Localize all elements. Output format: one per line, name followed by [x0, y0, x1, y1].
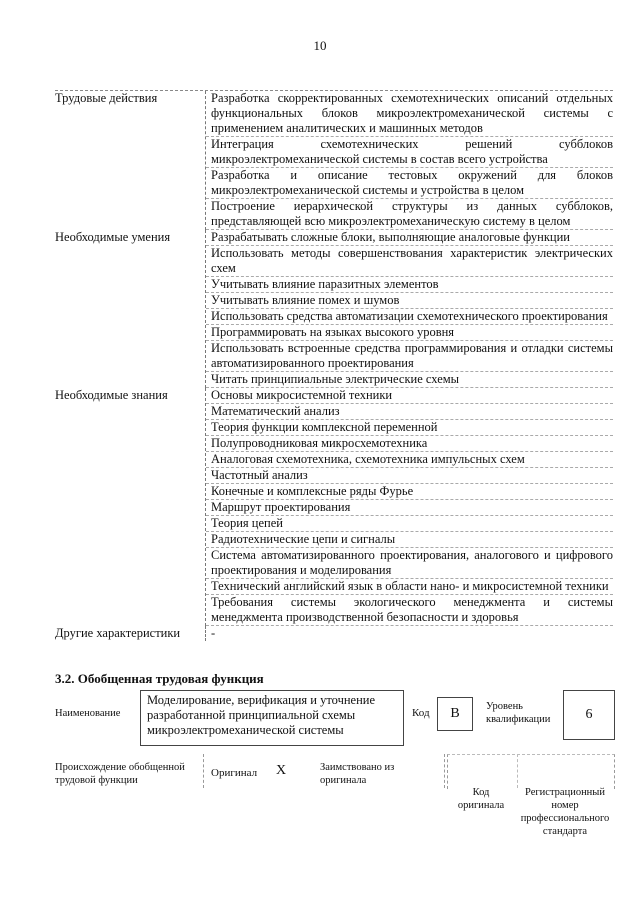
table-cell: Использовать встроенные средства программирования и отладки системы автоматизированного проектирования [206, 341, 613, 372]
table-cell: Система автоматизированного проектирования, аналогового и цифрового проектирования и моделирования [206, 548, 613, 579]
table-cell: Разработка и описание тестовых окружений для блоков микроэлектромеханической системы и устройства в целом [206, 168, 613, 199]
registration-box [447, 754, 615, 789]
table-cell: Требования системы экологического менеджмента и системы менеджмента производственной безопасности и здоровья [206, 595, 613, 626]
name-label: Наименование [55, 708, 121, 719]
table-cell: Технический английский язык в области нано- и микросистемной техники [206, 579, 613, 595]
table-cell: Теория цепей [206, 516, 613, 532]
registration-number-caption: Регистрационный номер профессионального стандарта [520, 787, 610, 837]
section-label: Трудовые действия [55, 91, 158, 105]
section-items [205, 91, 613, 230]
section-required-knowledge [55, 388, 613, 626]
original-label: Оригинал [211, 767, 258, 779]
table-cell: Разрабатывать сложные блоки, выполняющие аналоговые функции [206, 230, 613, 246]
section-label: Другие характеристики [55, 626, 181, 640]
qualification-level-label: Уровень квалификации [486, 701, 551, 725]
section-required-skills [55, 230, 613, 388]
table-cell: Частотный анализ [206, 468, 613, 484]
table-cell: Разработка скорректированных схемотехнических описаний отдельных функциональных блоков микроэлектромеханической системы с применением аналитических и машинных методов [206, 91, 613, 137]
section-items [205, 626, 613, 641]
labor-functions-table [55, 90, 613, 641]
section-label: Необходимые знания [55, 388, 168, 402]
table-cell: Читать принципиальные электрические схемы [206, 372, 613, 388]
table-cell: Аналоговая схемотехника, схемотехника импульсных схем [206, 452, 613, 468]
origin-label: Происхождение обобщенной трудовой функции [55, 762, 185, 786]
function-code-box: B [437, 697, 473, 731]
section-heading: 3.2. Обобщенная трудовая функция [55, 671, 264, 686]
table-cell: Математический анализ [206, 404, 613, 420]
table-cell: Полупроводниковая микросхемотехника [206, 436, 613, 452]
section-label: Необходимые умения [55, 230, 171, 244]
table-cell: Радиотехнические цепи и сигналы [206, 532, 613, 548]
qualification-level-box: 6 [563, 690, 615, 740]
section-items [205, 230, 613, 388]
registration-divider [517, 754, 518, 788]
function-name-box: Моделирование, верификация и уточнение разработанной принципиальной схемы микроэлектромеханической системы [140, 690, 404, 746]
section-labor-actions [55, 90, 613, 230]
section-other-characteristics [55, 626, 613, 641]
table-cell: - [211, 626, 216, 640]
table-cell: Учитывать влияние помех и шумов [206, 293, 613, 309]
table-cell: Основы микросистемной техники [206, 388, 613, 404]
page-number: 10 [313, 38, 327, 53]
table-cell: Маршрут проектирования [206, 500, 613, 516]
table-cell: Использовать методы совершенствования характеристик электрических схем [206, 246, 613, 277]
table-cell: Теория функции комплексной переменной [206, 420, 613, 436]
table-cell: Построение иерархической структуры из данных субблоков, представляющей всю микроэлектромеханическую систему в целом [206, 199, 613, 230]
table-cell: Конечные и комплексные ряды Фурье [206, 484, 613, 500]
code-label: Код [412, 707, 430, 719]
table-cell: Интеграция схемотехнических решений субблоков микроэлектромеханической системы в состав всего устройства [206, 137, 613, 168]
section-items [205, 388, 613, 626]
borrowed-label: Заимствовано из оригинала [320, 762, 395, 786]
original-mark: X [276, 763, 287, 778]
table-cell: Учитывать влияние паразитных элементов [206, 277, 613, 293]
table-cell: Использовать средства автоматизации схемотехнического проектирования [206, 309, 613, 325]
code-original-caption: Код оригинала [457, 787, 505, 811]
table-cell: Программировать на языках высокого уровня [206, 325, 613, 341]
